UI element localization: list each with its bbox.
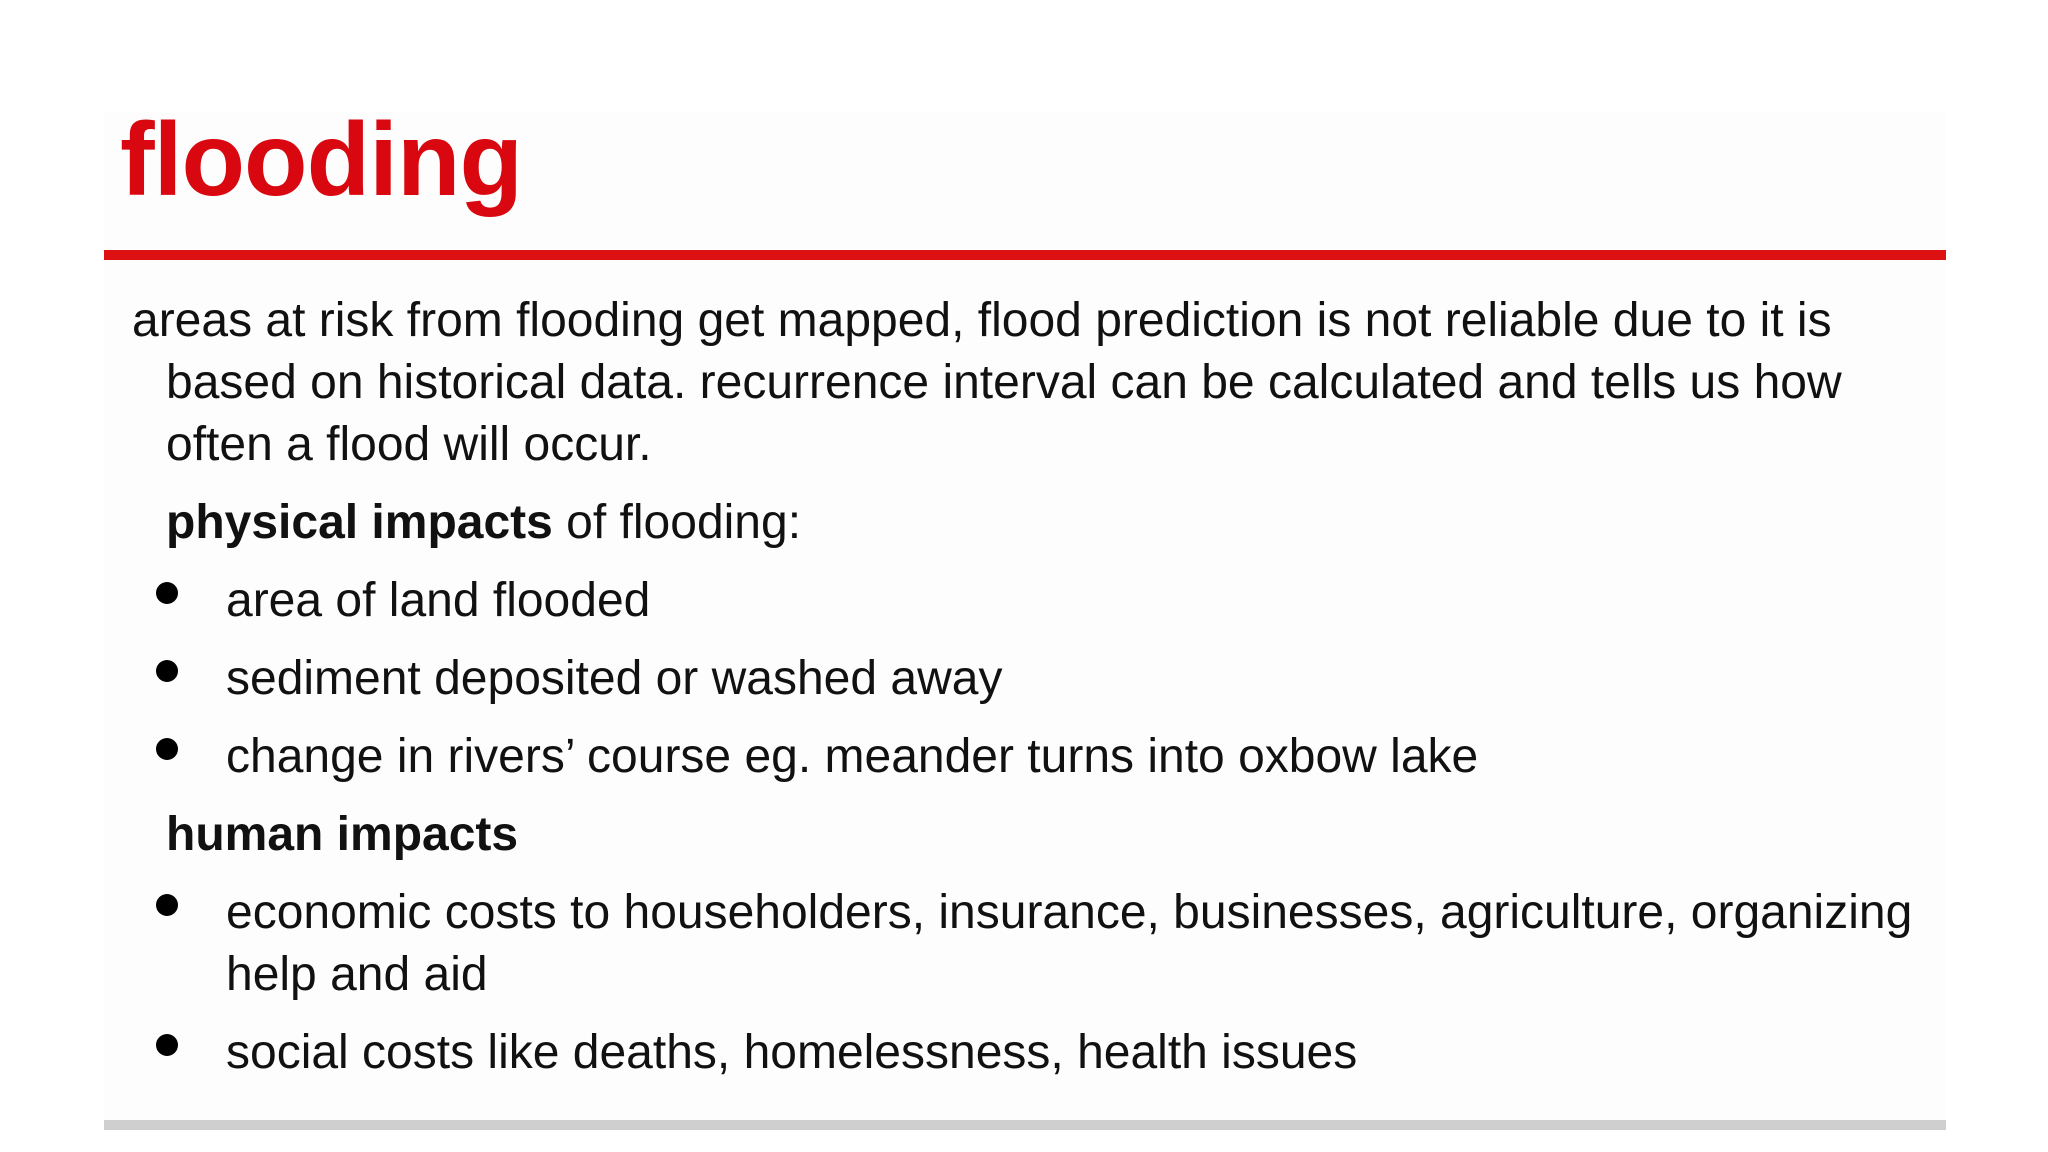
list-item	[120, 1022, 1920, 1084]
bullet-icon	[156, 894, 178, 916]
list-item-text: economic costs to householders, insurance, businesses, agriculture, organizing help and aid	[226, 886, 1913, 1001]
slide-title: flooding	[120, 102, 523, 218]
human-impacts-heading	[166, 804, 1920, 866]
physical-impacts-heading-bold: physical impacts	[166, 496, 553, 549]
list-item	[120, 648, 1920, 710]
physical-impacts-heading	[166, 492, 1920, 554]
human-impacts-list	[120, 882, 1920, 1084]
intro-paragraph: areas at risk from flooding get mapped, flood prediction is not reliable due to it is based on historical data. recurrence interval can be calculated and tells us how often a flood will occur.	[132, 294, 1842, 471]
bullet-icon	[156, 660, 178, 682]
physical-impacts-list	[120, 570, 1920, 788]
list-item	[120, 726, 1920, 788]
bottom-divider	[104, 1120, 1946, 1130]
list-item-text: change in rivers’ course eg. meander turns into oxbow lake	[226, 730, 1479, 783]
list-item	[120, 570, 1920, 632]
human-impacts-heading-bold: human impacts	[166, 808, 519, 861]
list-item-text: sediment deposited or washed away	[226, 652, 1003, 705]
bullet-icon	[156, 582, 178, 604]
list-item-text: area of land flooded	[226, 574, 651, 627]
title-divider	[104, 250, 1946, 260]
slide-body	[120, 290, 1920, 1100]
list-item	[120, 882, 1920, 1006]
physical-impacts-heading-rest: of flooding:	[552, 496, 802, 549]
bullet-icon	[156, 1034, 178, 1056]
list-item-text: social costs like deaths, homelessness, health issues	[226, 1026, 1358, 1079]
bullet-icon	[156, 738, 178, 760]
